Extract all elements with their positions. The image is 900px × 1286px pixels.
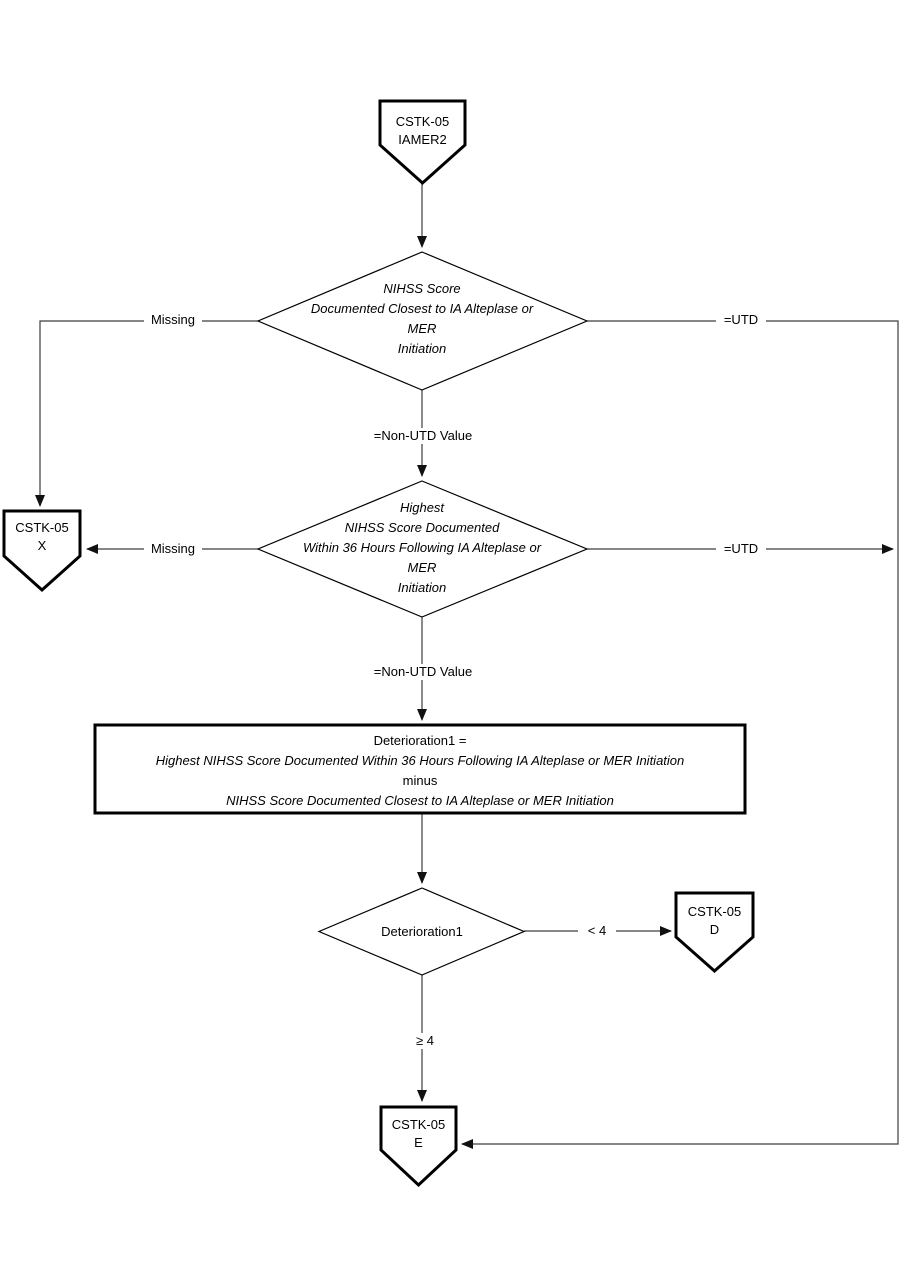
decision2-line1: Highest (399, 500, 445, 515)
start-connector-line1: CSTK-05 (395, 114, 450, 129)
start-connector-line2: IAMER2 (398, 132, 447, 147)
edge-label-decision2-utd: =UTD (716, 541, 766, 557)
connector-e-line2: E (414, 1135, 423, 1150)
decision2-line5: Initiation (397, 580, 447, 595)
connector-x-line2: X (37, 538, 47, 553)
connector-d-line2: D (709, 922, 720, 937)
connector-e-line1: CSTK-05 (391, 1117, 446, 1132)
process-line1: Deterioration1 = (373, 733, 467, 748)
edge-decision1-missing-to-x (40, 321, 258, 506)
edge-label-decision1-missing: Missing (144, 312, 202, 328)
decision1-line1: NIHSS Score (383, 281, 461, 296)
decision1-label (242, 279, 602, 359)
decision2-line4: MER (407, 560, 437, 575)
process-line3: minus (402, 773, 438, 788)
edge-label-decision1-nonutd: =Non-UTD Value (366, 428, 480, 444)
process-line4: NIHSS Score Documented Closest to IA Alteplase or MER Initiation (226, 793, 614, 808)
connector-x-label (4, 519, 80, 555)
process-line2: Highest NIHSS Score Documented Within 36 Hours Following IA Alteplase or MER Initiation (155, 753, 685, 768)
decision2-line3: Within 36 Hours Following IA Alteplase or (302, 540, 542, 555)
process-box-label (100, 731, 740, 811)
connector-x-line1: CSTK-05 (15, 520, 69, 535)
decision1-line2: Documented Closest to IA Alteplase or (310, 301, 534, 316)
connector-e-label (381, 1116, 456, 1152)
decision3-label: Deterioration1 (381, 924, 463, 939)
decision1-line3: MER (407, 321, 437, 336)
decision2-line2: NIHSS Score Documented (344, 520, 500, 535)
edge-label-decision2-missing: Missing (144, 541, 202, 557)
edge-label-decision2-nonutd: =Non-UTD Value (366, 664, 480, 680)
connector-d-label (676, 903, 753, 939)
decision1-line4: Initiation (397, 341, 447, 356)
edge-label-decision3-lt4: < 4 (578, 923, 616, 939)
start-connector-label (380, 113, 465, 149)
edge-label-decision3-ge4: ≥ 4 (406, 1033, 444, 1049)
decision2-label (242, 498, 602, 598)
connector-d-line1: CSTK-05 (687, 904, 742, 919)
edge-label-decision1-utd: =UTD (716, 312, 766, 328)
